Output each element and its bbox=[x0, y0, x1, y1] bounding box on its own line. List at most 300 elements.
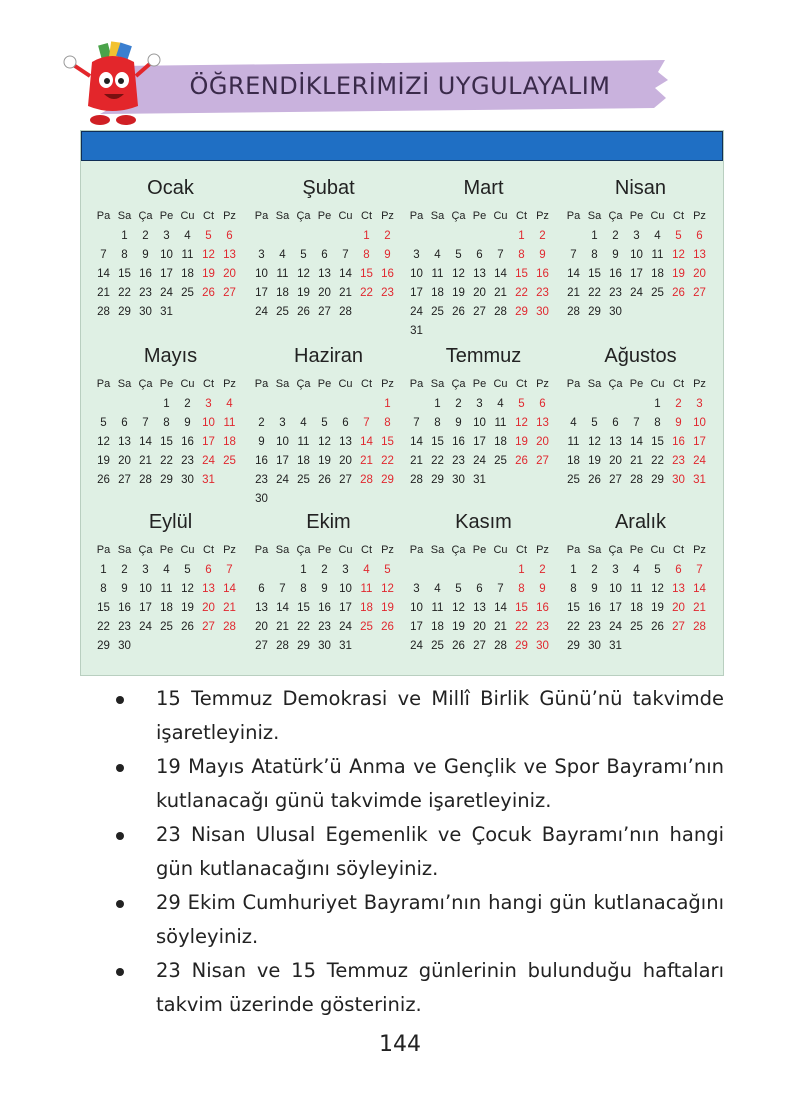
backpack-mascot-icon bbox=[62, 40, 162, 130]
weekday-header: Cu bbox=[338, 544, 353, 556]
day-cell: 19 bbox=[181, 602, 194, 614]
day-cell: 31 bbox=[693, 474, 706, 486]
day-cell: 12 bbox=[588, 436, 601, 448]
day-cell: 18 bbox=[494, 436, 507, 448]
day-cell: 22 bbox=[431, 455, 444, 467]
day-cell: 24 bbox=[473, 455, 486, 467]
day-cell: 24 bbox=[609, 621, 622, 633]
bullet-icon bbox=[116, 968, 124, 976]
weekday-header: Ct bbox=[673, 544, 684, 556]
day-cell: 17 bbox=[160, 268, 173, 280]
month-4 bbox=[563, 175, 718, 322]
day-cell: 1 bbox=[300, 564, 307, 576]
day-cell: 13 bbox=[318, 268, 331, 280]
day-cell: 10 bbox=[410, 268, 423, 280]
day-cell: 26 bbox=[318, 474, 331, 486]
empty-cell bbox=[251, 227, 272, 246]
day-cell: 14 bbox=[410, 436, 423, 448]
day-cell: 9 bbox=[384, 249, 391, 261]
weekday-header: Cu bbox=[650, 544, 665, 556]
day-cell: 30 bbox=[672, 474, 685, 486]
day-cell: 15 bbox=[567, 602, 580, 614]
day-cell: 5 bbox=[591, 417, 598, 429]
weekday-header: Pe bbox=[159, 210, 174, 222]
month-name: Ocak bbox=[147, 177, 194, 199]
weekday-header: Pz bbox=[381, 378, 394, 390]
day-cell: 10 bbox=[410, 602, 423, 614]
day-cell: 25 bbox=[276, 306, 289, 318]
day-cell: 12 bbox=[651, 583, 664, 595]
day-cell: 7 bbox=[142, 417, 149, 429]
day-cell: 17 bbox=[410, 621, 423, 633]
instruction-text: 23 Nisan ve 15 Temmuz günlerinin bulunduğu haftaları takvim üzerinde gösteriniz. bbox=[156, 959, 724, 1016]
instruction-item bbox=[110, 954, 724, 1022]
weekday-header: Cu bbox=[493, 210, 508, 222]
weekday-header: Pz bbox=[223, 378, 236, 390]
day-cell: 25 bbox=[181, 287, 194, 299]
weekday-header: Ct bbox=[673, 378, 684, 390]
day-cell: 13 bbox=[473, 602, 486, 614]
weekday-header: Ça bbox=[451, 210, 466, 222]
day-cell: 11 bbox=[276, 268, 289, 280]
day-cell: 26 bbox=[588, 474, 601, 486]
day-cell: 4 bbox=[654, 230, 661, 242]
month-name: Aralık bbox=[614, 511, 667, 533]
day-cell: 31 bbox=[339, 640, 352, 652]
day-cell: 6 bbox=[476, 583, 483, 595]
day-cell: 7 bbox=[100, 249, 107, 261]
empty-cell bbox=[272, 561, 293, 580]
day-cell: 3 bbox=[279, 417, 286, 429]
day-cell: 24 bbox=[202, 455, 215, 467]
day-cell: 3 bbox=[696, 398, 703, 410]
weekday-header: Pa bbox=[566, 210, 581, 222]
day-cell: 18 bbox=[630, 602, 643, 614]
day-cell: 7 bbox=[497, 583, 504, 595]
weekday-header: Sa bbox=[587, 544, 602, 556]
month-grid bbox=[93, 207, 248, 322]
day-cell: 17 bbox=[410, 287, 423, 299]
day-cell: 18 bbox=[160, 602, 173, 614]
month-6 bbox=[251, 343, 406, 509]
day-cell: 11 bbox=[223, 417, 236, 429]
weekday-header: Pz bbox=[536, 378, 549, 390]
day-cell: 9 bbox=[258, 436, 265, 448]
day-cell: 5 bbox=[384, 564, 391, 576]
day-cell: 17 bbox=[276, 455, 289, 467]
day-cell: 24 bbox=[255, 306, 268, 318]
day-cell: 20 bbox=[339, 455, 352, 467]
day-cell: 1 bbox=[570, 564, 577, 576]
day-cell: 21 bbox=[139, 455, 152, 467]
weekday-header: Cu bbox=[650, 378, 665, 390]
weekday-header: Pz bbox=[223, 210, 236, 222]
day-cell: 11 bbox=[160, 583, 173, 595]
weekday-header: Pe bbox=[629, 544, 644, 556]
weekday-header: Pz bbox=[223, 544, 236, 556]
day-cell: 18 bbox=[297, 455, 310, 467]
day-cell: 22 bbox=[381, 455, 394, 467]
day-cell: 4 bbox=[226, 398, 233, 410]
day-cell: 3 bbox=[413, 249, 420, 261]
day-cell: 6 bbox=[612, 417, 619, 429]
page-title: ÖĞRENDİKLERİMİZİ UYGULAYALIM bbox=[189, 72, 611, 100]
day-cell: 15 bbox=[118, 268, 131, 280]
month-grid bbox=[406, 375, 561, 490]
day-cell: 12 bbox=[297, 268, 310, 280]
weekday-header: Cu bbox=[338, 378, 353, 390]
day-cell: 20 bbox=[536, 436, 549, 448]
day-cell: 28 bbox=[360, 474, 373, 486]
day-cell: 20 bbox=[223, 268, 236, 280]
day-cell: 16 bbox=[609, 268, 622, 280]
day-cell: 14 bbox=[139, 436, 152, 448]
day-cell: 16 bbox=[181, 436, 194, 448]
weekday-header: Pa bbox=[254, 544, 269, 556]
day-cell: 13 bbox=[693, 249, 706, 261]
day-cell: 10 bbox=[160, 249, 173, 261]
instruction-text: 23 Nisan Ulusal Egemenlik ve Çocuk Bayramı’nın hangi gün kutlanacağını söyleyiniz. bbox=[156, 823, 724, 880]
day-cell: 16 bbox=[255, 455, 268, 467]
day-cell: 5 bbox=[654, 564, 661, 576]
day-cell: 29 bbox=[431, 474, 444, 486]
empty-cell bbox=[469, 561, 490, 580]
day-cell: 1 bbox=[100, 564, 107, 576]
weekday-header: Sa bbox=[275, 544, 290, 556]
day-cell: 11 bbox=[297, 436, 310, 448]
day-cell: 3 bbox=[258, 249, 265, 261]
day-cell: 30 bbox=[139, 306, 152, 318]
day-cell: 21 bbox=[410, 455, 423, 467]
weekday-header: Ct bbox=[203, 544, 214, 556]
day-cell: 1 bbox=[163, 398, 170, 410]
day-cell: 6 bbox=[121, 417, 128, 429]
day-cell: 8 bbox=[570, 583, 577, 595]
day-cell: 18 bbox=[223, 436, 236, 448]
empty-cell bbox=[314, 395, 335, 414]
day-cell: 22 bbox=[360, 287, 373, 299]
day-cell: 24 bbox=[410, 306, 423, 318]
weekday-header: Ct bbox=[361, 210, 372, 222]
weekday-header: Cu bbox=[650, 210, 665, 222]
day-cell: 14 bbox=[276, 602, 289, 614]
day-cell: 1 bbox=[518, 230, 525, 242]
day-cell: 8 bbox=[100, 583, 107, 595]
weekday-header: Pe bbox=[317, 210, 332, 222]
day-cell: 5 bbox=[675, 230, 682, 242]
day-cell: 22 bbox=[97, 621, 110, 633]
day-cell: 16 bbox=[118, 602, 131, 614]
day-cell: 23 bbox=[609, 287, 622, 299]
day-cell: 30 bbox=[452, 474, 465, 486]
day-cell: 29 bbox=[515, 306, 528, 318]
day-cell: 11 bbox=[431, 602, 444, 614]
day-cell: 28 bbox=[276, 640, 289, 652]
month-name: Kasım bbox=[455, 511, 512, 533]
day-cell: 7 bbox=[633, 417, 640, 429]
day-cell: 23 bbox=[255, 474, 268, 486]
day-cell: 9 bbox=[142, 249, 149, 261]
day-cell: 24 bbox=[139, 621, 152, 633]
day-cell: 29 bbox=[588, 306, 601, 318]
day-cell: 28 bbox=[630, 474, 643, 486]
instruction-text: 19 Mayıs Atatürk’ü Anma ve Gençlik ve Spor Bayramı’nın kutlanacağı günü takvimde işaretleyiniz. bbox=[156, 755, 724, 812]
day-cell: 19 bbox=[202, 268, 215, 280]
day-cell: 10 bbox=[693, 417, 706, 429]
month-grid bbox=[563, 207, 718, 322]
day-cell: 26 bbox=[181, 621, 194, 633]
weekday-header: Sa bbox=[275, 378, 290, 390]
month-name: Nisan bbox=[614, 177, 667, 199]
day-cell: 21 bbox=[693, 602, 706, 614]
day-cell: 14 bbox=[97, 268, 110, 280]
month-5 bbox=[93, 343, 248, 490]
day-cell: 19 bbox=[452, 287, 465, 299]
day-cell: 28 bbox=[97, 306, 110, 318]
empty-cell bbox=[448, 227, 469, 246]
day-cell: 7 bbox=[363, 417, 370, 429]
day-cell: 11 bbox=[651, 249, 664, 261]
day-cell: 25 bbox=[431, 640, 444, 652]
day-cell: 31 bbox=[202, 474, 215, 486]
month-grid bbox=[93, 375, 248, 490]
day-cell: 3 bbox=[476, 398, 483, 410]
day-cell: 1 bbox=[518, 564, 525, 576]
day-cell: 18 bbox=[181, 268, 194, 280]
weekday-header: Pa bbox=[409, 378, 424, 390]
empty-cell bbox=[93, 227, 114, 246]
weekday-header: Sa bbox=[430, 378, 445, 390]
day-cell: 28 bbox=[139, 474, 152, 486]
day-cell: 15 bbox=[381, 436, 394, 448]
month-grid bbox=[406, 207, 561, 341]
bullet-icon bbox=[116, 832, 124, 840]
day-cell: 14 bbox=[567, 268, 580, 280]
day-cell: 13 bbox=[473, 268, 486, 280]
day-cell: 18 bbox=[276, 287, 289, 299]
weekday-header: Pa bbox=[409, 544, 424, 556]
day-cell: 6 bbox=[205, 564, 212, 576]
day-cell: 29 bbox=[567, 640, 580, 652]
weekday-header: Ça bbox=[296, 378, 311, 390]
day-cell: 3 bbox=[205, 398, 212, 410]
weekday-header: Pa bbox=[409, 210, 424, 222]
day-cell: 2 bbox=[675, 398, 682, 410]
day-cell: 27 bbox=[255, 640, 268, 652]
day-cell: 14 bbox=[494, 268, 507, 280]
month-grid bbox=[93, 541, 248, 656]
day-cell: 1 bbox=[654, 398, 661, 410]
day-cell: 28 bbox=[410, 474, 423, 486]
day-cell: 2 bbox=[455, 398, 462, 410]
day-cell: 4 bbox=[184, 230, 191, 242]
day-cell: 27 bbox=[202, 621, 215, 633]
day-cell: 8 bbox=[121, 249, 128, 261]
empty-cell bbox=[335, 227, 356, 246]
day-cell: 15 bbox=[160, 436, 173, 448]
empty-cell bbox=[490, 561, 511, 580]
day-cell: 21 bbox=[494, 621, 507, 633]
day-cell: 27 bbox=[536, 455, 549, 467]
day-cell: 9 bbox=[321, 583, 328, 595]
day-cell: 27 bbox=[339, 474, 352, 486]
day-cell: 12 bbox=[672, 249, 685, 261]
day-cell: 12 bbox=[181, 583, 194, 595]
empty-cell bbox=[114, 395, 135, 414]
day-cell: 25 bbox=[297, 474, 310, 486]
day-cell: 12 bbox=[381, 583, 394, 595]
day-cell: 30 bbox=[255, 493, 268, 505]
day-cell: 28 bbox=[567, 306, 580, 318]
day-cell: 16 bbox=[452, 436, 465, 448]
day-cell: 5 bbox=[205, 230, 212, 242]
weekday-header: Pz bbox=[536, 210, 549, 222]
day-cell: 20 bbox=[609, 455, 622, 467]
day-cell: 1 bbox=[434, 398, 441, 410]
day-cell: 6 bbox=[342, 417, 349, 429]
day-cell: 7 bbox=[696, 564, 703, 576]
month-name: Haziran bbox=[294, 345, 363, 367]
day-cell: 9 bbox=[121, 583, 128, 595]
day-cell: 28 bbox=[693, 621, 706, 633]
month-name: Şubat bbox=[302, 177, 355, 199]
weekday-header: Pe bbox=[472, 378, 487, 390]
day-cell: 15 bbox=[588, 268, 601, 280]
day-cell: 9 bbox=[612, 249, 619, 261]
empty-cell bbox=[448, 561, 469, 580]
empty-cell bbox=[406, 395, 427, 414]
day-cell: 30 bbox=[181, 474, 194, 486]
weekday-header: Sa bbox=[117, 378, 132, 390]
weekday-header: Pz bbox=[693, 210, 706, 222]
day-cell: 16 bbox=[536, 602, 549, 614]
day-cell: 25 bbox=[630, 621, 643, 633]
day-cell: 27 bbox=[318, 306, 331, 318]
day-cell: 2 bbox=[612, 230, 619, 242]
day-cell: 8 bbox=[300, 583, 307, 595]
day-cell: 6 bbox=[675, 564, 682, 576]
day-cell: 2 bbox=[384, 230, 391, 242]
day-cell: 10 bbox=[630, 249, 643, 261]
month-9 bbox=[93, 509, 248, 656]
weekday-header: Ct bbox=[516, 378, 527, 390]
weekday-header: Pe bbox=[472, 544, 487, 556]
weekday-header: Sa bbox=[117, 210, 132, 222]
day-cell: 5 bbox=[184, 564, 191, 576]
day-cell: 14 bbox=[494, 602, 507, 614]
weekday-header: Ça bbox=[296, 210, 311, 222]
instruction-item bbox=[110, 886, 724, 954]
day-cell: 8 bbox=[518, 249, 525, 261]
month-grid bbox=[563, 541, 718, 656]
day-cell: 23 bbox=[381, 287, 394, 299]
day-cell: 4 bbox=[497, 398, 504, 410]
weekday-header: Pz bbox=[381, 210, 394, 222]
day-cell: 18 bbox=[567, 455, 580, 467]
day-cell: 9 bbox=[591, 583, 598, 595]
day-cell: 1 bbox=[363, 230, 370, 242]
day-cell: 28 bbox=[339, 306, 352, 318]
day-cell: 22 bbox=[515, 287, 528, 299]
day-cell: 20 bbox=[202, 602, 215, 614]
day-cell: 7 bbox=[279, 583, 286, 595]
day-cell: 29 bbox=[97, 640, 110, 652]
weekday-header: Ça bbox=[138, 378, 153, 390]
instruction-list bbox=[110, 682, 724, 1022]
day-cell: 30 bbox=[609, 306, 622, 318]
day-cell: 13 bbox=[118, 436, 131, 448]
day-cell: 14 bbox=[223, 583, 236, 595]
day-cell: 18 bbox=[431, 287, 444, 299]
day-cell: 6 bbox=[476, 249, 483, 261]
weekday-header: Cu bbox=[180, 378, 195, 390]
day-cell: 13 bbox=[202, 583, 215, 595]
day-cell: 9 bbox=[539, 583, 546, 595]
day-cell: 24 bbox=[160, 287, 173, 299]
day-cell: 2 bbox=[258, 417, 265, 429]
day-cell: 12 bbox=[318, 436, 331, 448]
day-cell: 19 bbox=[381, 602, 394, 614]
day-cell: 29 bbox=[381, 474, 394, 486]
day-cell: 5 bbox=[518, 398, 525, 410]
day-cell: 6 bbox=[226, 230, 233, 242]
month-name: Eylül bbox=[148, 511, 193, 533]
weekday-header: Pz bbox=[536, 544, 549, 556]
weekday-header: Pz bbox=[381, 544, 394, 556]
empty-cell bbox=[406, 227, 427, 246]
calendar bbox=[80, 130, 724, 676]
day-cell: 15 bbox=[360, 268, 373, 280]
day-cell: 24 bbox=[276, 474, 289, 486]
month-10 bbox=[251, 509, 406, 656]
day-cell: 17 bbox=[202, 436, 215, 448]
weekday-header: Pe bbox=[159, 544, 174, 556]
day-cell: 17 bbox=[693, 436, 706, 448]
month-name: Mart bbox=[463, 177, 504, 199]
month-8 bbox=[563, 343, 718, 490]
weekday-header: Ça bbox=[608, 378, 623, 390]
day-cell: 5 bbox=[321, 417, 328, 429]
empty-cell bbox=[563, 227, 584, 246]
day-cell: 11 bbox=[431, 268, 444, 280]
day-cell: 5 bbox=[300, 249, 307, 261]
day-cell: 23 bbox=[318, 621, 331, 633]
day-cell: 9 bbox=[184, 417, 191, 429]
weekday-header: Ça bbox=[608, 544, 623, 556]
day-cell: 21 bbox=[360, 455, 373, 467]
day-cell: 16 bbox=[588, 602, 601, 614]
day-cell: 21 bbox=[494, 287, 507, 299]
day-cell: 20 bbox=[672, 602, 685, 614]
day-cell: 9 bbox=[539, 249, 546, 261]
weekday-header: Cu bbox=[180, 544, 195, 556]
day-cell: 1 bbox=[384, 398, 391, 410]
day-cell: 30 bbox=[588, 640, 601, 652]
month-grid bbox=[251, 375, 406, 509]
day-cell: 10 bbox=[139, 583, 152, 595]
weekday-header: Pa bbox=[566, 544, 581, 556]
month-1 bbox=[93, 175, 248, 322]
day-cell: 19 bbox=[588, 455, 601, 467]
weekday-header: Sa bbox=[587, 378, 602, 390]
day-cell: 10 bbox=[202, 417, 215, 429]
day-cell: 2 bbox=[539, 230, 546, 242]
day-cell: 13 bbox=[223, 249, 236, 261]
day-cell: 14 bbox=[339, 268, 352, 280]
day-cell: 21 bbox=[276, 621, 289, 633]
day-cell: 26 bbox=[515, 455, 528, 467]
day-cell: 6 bbox=[321, 249, 328, 261]
